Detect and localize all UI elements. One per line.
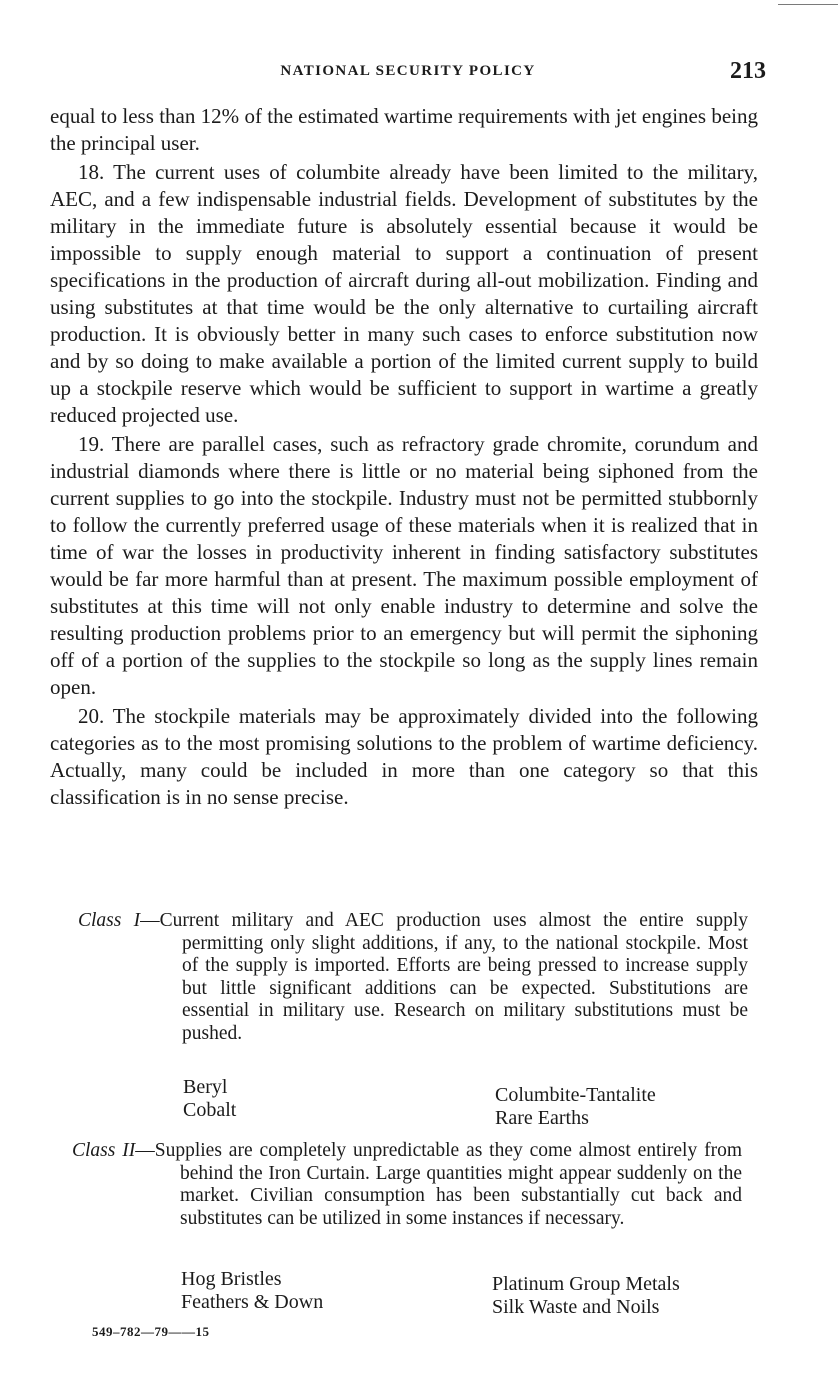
class-1-text: —Current military and AEC production uses almost the entire supply permitting only slight additions, if any, to the national stockpile. Most of the supply is imported. Efforts are being pressed to increase supply but little significant additions can be expected. Substitutions are essential in military use. Research on military substitutions must be pushed. bbox=[140, 910, 748, 1044]
class-1-label: Class I bbox=[78, 910, 141, 931]
class-2-text: —Supplies are completely unpredictable as they come almost entirely from behind the Iron Curtain. Large quantities might appear suddenly on the market. Civilian consumption has been substantially cut back and substitutes can be utilized in some instances if necessary. bbox=[135, 1140, 742, 1229]
class-2-description bbox=[72, 1140, 742, 1230]
class-2-block bbox=[72, 1140, 742, 1230]
material-item: Feathers & Down bbox=[181, 1291, 324, 1313]
class-1-block bbox=[78, 910, 748, 1046]
body-text bbox=[50, 103, 758, 813]
paragraph-19: 19. There are parallel cases, such as refractory grade chromite, corundum and industrial diamonds where there is little or no material being siphoned from the current supplies to go into the stockpile. Industry must not be permitted stubbornly to follow the currently preferred usage of these materials when it is realized that in time of war the losses in productivity inherent in finding satisfactory substitutes would be far more harmful than at present. The maximum possible employment of substitutes at this time will not only enable industry to determine and solve the resulting production problems prior to an emergency but will permit the siphoning off of a portion of the supplies to the stockpile so long as the supply lines remain open. bbox=[50, 432, 758, 699]
page-header bbox=[50, 58, 766, 92]
scan-edge-line bbox=[778, 4, 838, 5]
class-2-materials-left bbox=[181, 1268, 323, 1314]
paragraph-20: 20. The stockpile materials may be approximately divided into the following categories as to the most promising solutions to the problem of wartime deficiency. Actually, many could be included in more than one category so that this classification is in no sense precise. bbox=[50, 704, 758, 809]
material-item: Beryl bbox=[183, 1076, 228, 1098]
paragraph-continued: equal to less than 12% of the estimated wartime requirements with jet engines being the principal user. bbox=[50, 104, 758, 155]
page-number: 213 bbox=[730, 58, 766, 84]
running-head: NATIONAL SECURITY POLICY bbox=[280, 63, 536, 79]
class-2-label: Class II bbox=[72, 1140, 136, 1161]
class-1-materials-right bbox=[495, 1084, 656, 1130]
paragraph-18: 18. The current uses of columbite already have been limited to the military, AEC, and a few indispensable industrial fields. Development of substitutes by the military in the immediate future is absolutely essential because it would be impossible to supply enough material to support a continuation of present specifications in the production of aircraft during all-out mobilization. Finding and using substitutes at that time would be the only alternative to curtailing aircraft production. It is obviously better in many such cases to enforce substitution now and by so doing to make available a portion of the limited current supply to build up a stockpile reserve which would be sufficient to support in wartime a greatly reduced projected use. bbox=[50, 160, 758, 427]
class-1-materials-left bbox=[183, 1076, 236, 1122]
print-code-footer: 549–782—79——15 bbox=[92, 1324, 210, 1339]
material-item: Rare Earths bbox=[495, 1107, 589, 1129]
class-1-description bbox=[78, 910, 748, 1046]
material-item: Columbite-Tantalite bbox=[495, 1084, 656, 1106]
material-item: Platinum Group Metals bbox=[492, 1273, 680, 1295]
class-2-materials-right bbox=[492, 1273, 680, 1319]
material-item: Cobalt bbox=[183, 1099, 237, 1121]
material-item: Hog Bristles bbox=[181, 1268, 282, 1290]
material-item: Silk Waste and Noils bbox=[492, 1296, 660, 1318]
